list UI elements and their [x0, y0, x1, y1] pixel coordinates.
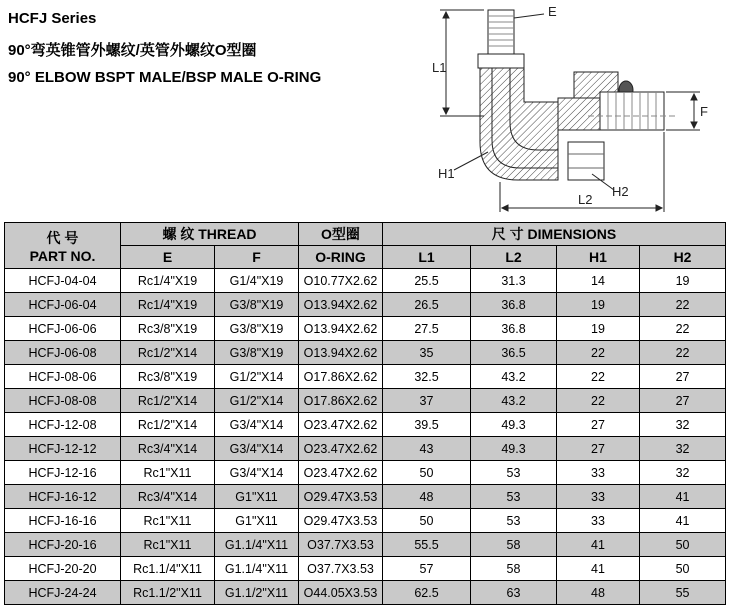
cell-oring: O29.47X3.53 [299, 509, 383, 533]
cell-oring: O13.94X2.62 [299, 317, 383, 341]
cell-oring: O13.94X2.62 [299, 341, 383, 365]
horizontal-port [558, 98, 600, 130]
cell-oring: O29.47X3.53 [299, 485, 383, 509]
cell-e: Rc1/2"X14 [121, 341, 215, 365]
cell-e: Rc1/2"X14 [121, 413, 215, 437]
cell-e: Rc1"X11 [121, 461, 215, 485]
table-row [5, 293, 726, 317]
cell-part: HCFJ-16-12 [5, 485, 121, 509]
table-row [5, 533, 726, 557]
cell-f: G3/8"X19 [215, 293, 299, 317]
cell-h1: 33 [557, 461, 640, 485]
cell-h1: 48 [557, 581, 640, 605]
cell-l2: 43.2 [471, 365, 557, 389]
series-title: HCFJ Series [8, 10, 97, 27]
table-row [5, 341, 726, 365]
cell-h1: 33 [557, 509, 640, 533]
spec-table [4, 222, 726, 605]
cell-l2: 49.3 [471, 437, 557, 461]
header-oring: O-RING [299, 246, 383, 269]
cell-l1: 48 [383, 485, 471, 509]
label-e: E [548, 4, 557, 19]
cell-oring: O23.47X2.62 [299, 461, 383, 485]
cell-l2: 36.8 [471, 293, 557, 317]
table-row [5, 461, 726, 485]
cell-h1: 22 [557, 389, 640, 413]
cell-l2: 53 [471, 485, 557, 509]
cell-e: Rc1"X11 [121, 533, 215, 557]
cell-h2: 19 [640, 269, 726, 293]
table-row [5, 581, 726, 605]
header-part-en: PART NO. [29, 247, 96, 264]
label-h1: H1 [438, 166, 455, 181]
cell-e: Rc3/4"X14 [121, 437, 215, 461]
label-h2: H2 [612, 184, 629, 199]
cell-e: Rc3/8"X19 [121, 317, 215, 341]
header-part-cn: 代 号 [46, 229, 79, 246]
cell-h2: 50 [640, 557, 726, 581]
cell-h2: 41 [640, 509, 726, 533]
english-title: 90° ELBOW BSPT MALE/BSP MALE O-RING [8, 69, 322, 86]
cell-f: G1/2"X14 [215, 365, 299, 389]
cell-f: G3/4"X14 [215, 437, 299, 461]
cell-oring: O37.7X3.53 [299, 557, 383, 581]
header-h1: H1 [557, 246, 640, 269]
cell-f: G1.1/4"X11 [215, 533, 299, 557]
cell-part: HCFJ-16-16 [5, 509, 121, 533]
cell-f: G1"X11 [215, 509, 299, 533]
cell-part: HCFJ-20-16 [5, 533, 121, 557]
header-oring-cn: O型圈 [299, 223, 383, 246]
label-f: F [700, 104, 708, 119]
cell-l1: 43 [383, 437, 471, 461]
cell-f: G1/2"X14 [215, 389, 299, 413]
cell-oring: O37.7X3.53 [299, 533, 383, 557]
cell-part: HCFJ-08-06 [5, 365, 121, 389]
cell-part: HCFJ-06-06 [5, 317, 121, 341]
cell-l2: 49.3 [471, 413, 557, 437]
cell-e: Rc1/4"X19 [121, 269, 215, 293]
cell-oring: O13.94X2.62 [299, 293, 383, 317]
cell-l1: 35 [383, 341, 471, 365]
body-hex [478, 54, 524, 68]
header-thread: 螺 纹 THREAD [121, 223, 299, 246]
cell-h1: 27 [557, 413, 640, 437]
cell-e: Rc1/2"X14 [121, 389, 215, 413]
header-dimensions: 尺 寸 DIMENSIONS [383, 223, 726, 246]
cell-l1: 62.5 [383, 581, 471, 605]
label-l1: L1 [432, 60, 447, 75]
cell-part: HCFJ-06-08 [5, 341, 121, 365]
cell-part: HCFJ-12-08 [5, 413, 121, 437]
cell-l1: 32.5 [383, 365, 471, 389]
cell-l2: 31.3 [471, 269, 557, 293]
cell-h2: 32 [640, 437, 726, 461]
cell-l1: 26.5 [383, 293, 471, 317]
cell-f: G1.1/4"X11 [215, 557, 299, 581]
cell-e: Rc3/4"X14 [121, 485, 215, 509]
cell-l1: 50 [383, 509, 471, 533]
cell-l1: 57 [383, 557, 471, 581]
cell-h2: 22 [640, 341, 726, 365]
cell-e: Rc3/8"X19 [121, 365, 215, 389]
cell-h2: 32 [640, 413, 726, 437]
cell-h1: 22 [557, 341, 640, 365]
cell-l1: 25.5 [383, 269, 471, 293]
cell-h2: 22 [640, 293, 726, 317]
cell-part: HCFJ-06-04 [5, 293, 121, 317]
cell-part: HCFJ-20-20 [5, 557, 121, 581]
cell-l1: 27.5 [383, 317, 471, 341]
cell-f: G3/8"X19 [215, 341, 299, 365]
cell-f: G1"X11 [215, 485, 299, 509]
header-h2: H2 [640, 246, 726, 269]
cell-f: G3/8"X19 [215, 317, 299, 341]
lower-hex [568, 142, 604, 180]
cell-h1: 41 [557, 557, 640, 581]
fitting-drawing [428, 2, 718, 216]
header-l2: L2 [471, 246, 557, 269]
cell-l1: 37 [383, 389, 471, 413]
cell-oring: O17.86X2.62 [299, 389, 383, 413]
cell-h2: 27 [640, 365, 726, 389]
cell-oring: O17.86X2.62 [299, 365, 383, 389]
table-row [5, 317, 726, 341]
vertical-stem [488, 10, 514, 54]
cell-part: HCFJ-24-24 [5, 581, 121, 605]
table-row [5, 365, 726, 389]
header-f: F [215, 246, 299, 269]
cell-l2: 43.2 [471, 389, 557, 413]
table-row [5, 557, 726, 581]
table-row [5, 413, 726, 437]
cell-h1: 27 [557, 437, 640, 461]
cell-f: G3/4"X14 [215, 413, 299, 437]
header-e: E [121, 246, 215, 269]
cell-part: HCFJ-12-12 [5, 437, 121, 461]
table-row [5, 389, 726, 413]
header-row-1 [5, 223, 726, 246]
cell-l2: 63 [471, 581, 557, 605]
cell-h2: 22 [640, 317, 726, 341]
cell-l1: 55.5 [383, 533, 471, 557]
cell-h1: 19 [557, 317, 640, 341]
cell-e: Rc1.1/4"X11 [121, 557, 215, 581]
cell-e: Rc1.1/2"X11 [121, 581, 215, 605]
cell-f: G1/4"X19 [215, 269, 299, 293]
cell-e: Rc1/4"X19 [121, 293, 215, 317]
cell-l2: 58 [471, 557, 557, 581]
cell-f: G1.1/2"X11 [215, 581, 299, 605]
cell-l1: 39.5 [383, 413, 471, 437]
cell-h1: 22 [557, 365, 640, 389]
cell-part: HCFJ-08-08 [5, 389, 121, 413]
cell-h1: 14 [557, 269, 640, 293]
cell-oring: O10.77X2.62 [299, 269, 383, 293]
cell-h2: 50 [640, 533, 726, 557]
cell-part: HCFJ-12-16 [5, 461, 121, 485]
cell-oring: O44.05X3.53 [299, 581, 383, 605]
cell-oring: O23.47X2.62 [299, 413, 383, 437]
cell-h2: 41 [640, 485, 726, 509]
label-l2: L2 [578, 192, 593, 207]
cell-l2: 36.8 [471, 317, 557, 341]
cell-h1: 33 [557, 485, 640, 509]
cell-f: G3/4"X14 [215, 461, 299, 485]
cell-l2: 36.5 [471, 341, 557, 365]
cell-l1: 50 [383, 461, 471, 485]
table-row [5, 269, 726, 293]
cell-h1: 19 [557, 293, 640, 317]
cell-h2: 55 [640, 581, 726, 605]
cell-oring: O23.47X2.62 [299, 437, 383, 461]
table-row [5, 485, 726, 509]
cell-l2: 53 [471, 509, 557, 533]
header-part-no [5, 223, 121, 269]
table-row [5, 437, 726, 461]
cell-h2: 27 [640, 389, 726, 413]
cell-l2: 53 [471, 461, 557, 485]
cell-h1: 41 [557, 533, 640, 557]
cell-part: HCFJ-04-04 [5, 269, 121, 293]
chinese-title: 90°弯英锥管外螺纹/英管外螺纹O型圈 [8, 42, 257, 59]
header-l1: L1 [383, 246, 471, 269]
cell-e: Rc1"X11 [121, 509, 215, 533]
cell-l2: 58 [471, 533, 557, 557]
cell-h2: 32 [640, 461, 726, 485]
table-row [5, 509, 726, 533]
